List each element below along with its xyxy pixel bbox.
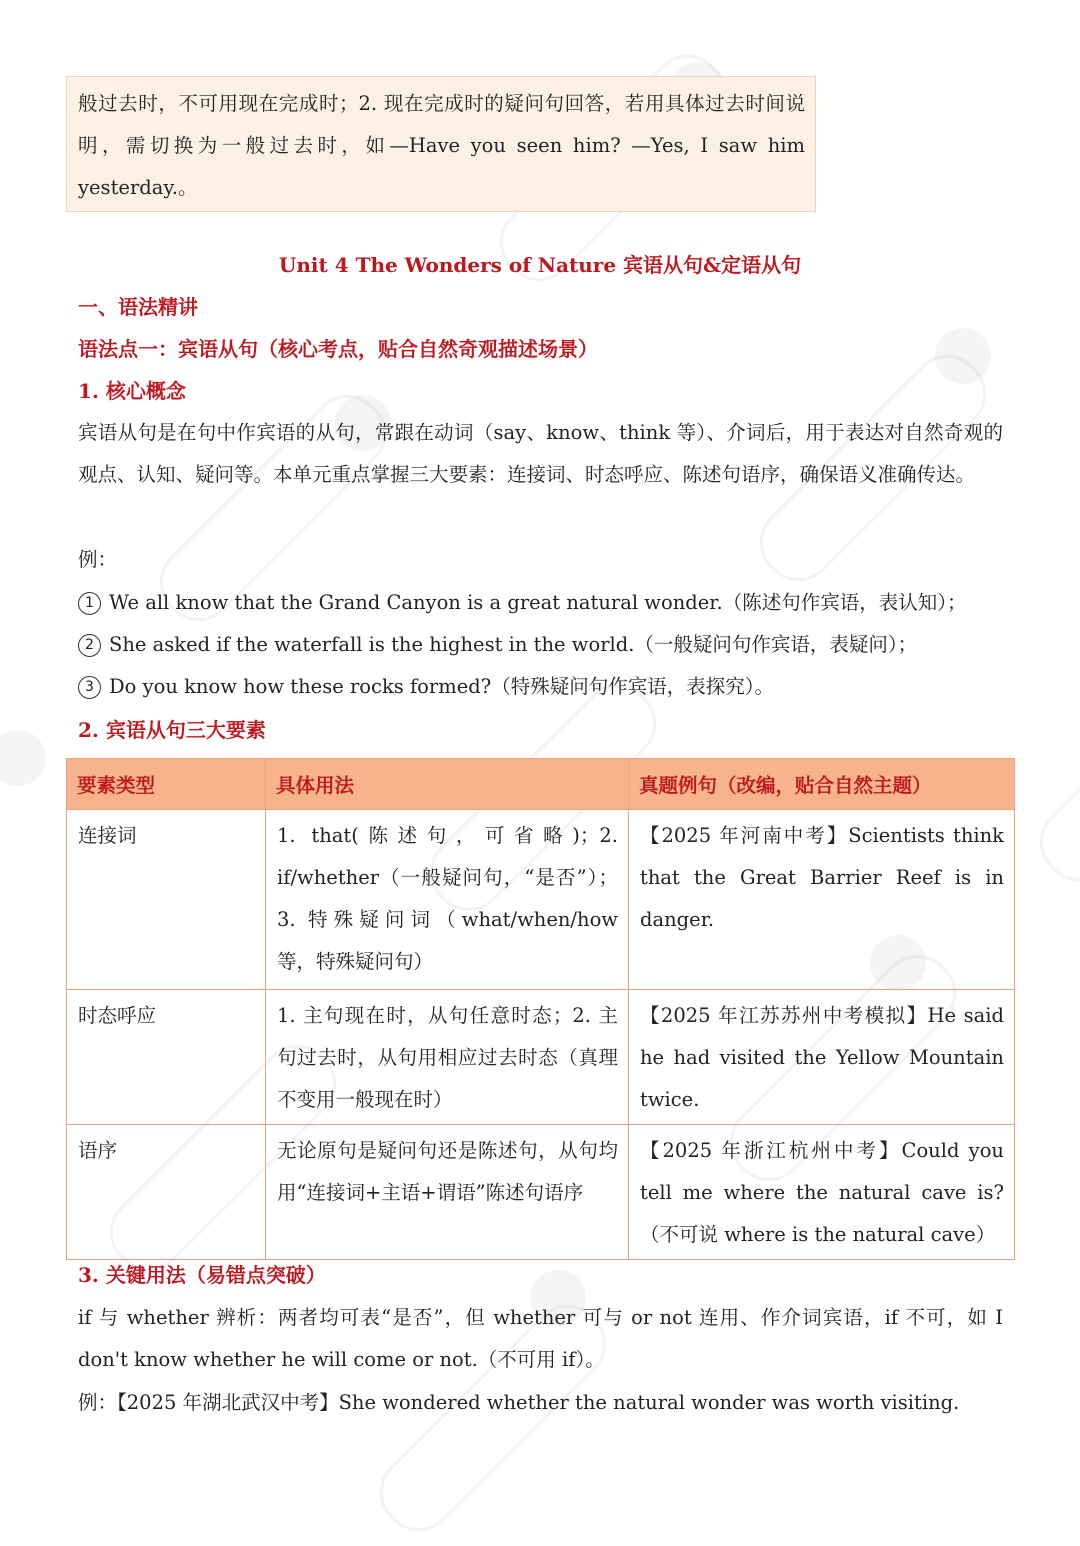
- table-header-cell: 真题例句（改编，贴合自然主题）: [629, 759, 1015, 810]
- concept-paragraph: 宾语从句是在句中作宾语的从句，常跟在动词（say、know、think 等）、介词后，用于表达对自然奇观的观点、认知、疑问等。本单元重点掌握三大要素：连接词、时态呼应、陈述句语序，确保语义准确传达。: [78, 421, 1003, 486]
- number-badge: 3: [78, 676, 101, 699]
- example-cell: 【2025 年浙江杭州中考】Could you tell me where the natural cave is?（不可说 where is the natural cave）: [629, 1125, 1015, 1260]
- element-type-cell: 时态呼应: [67, 990, 266, 1125]
- unit-title: Unit 4 The Wonders of Nature 宾语从句&定语从句: [278, 253, 802, 277]
- usage-cell: 1. that(陈述句，可省略)；2. if/whether（一般疑问句，“是否”）；3. 特殊疑问词（what/when/how 等，特殊疑问句）: [266, 810, 629, 990]
- usage-example: 例：【2025 年湖北武汉中考】She wondered whether the natural wonder was worth visiting.: [78, 1391, 960, 1414]
- table-header-row: [67, 759, 1015, 810]
- note-text: 般过去时，不可用现在完成时；2. 现在完成时的疑问句回答，若用具体过去时间说明，需切换为一般过去时，如—Have you seen him? —Yes, I saw him yesterday.。: [78, 92, 805, 199]
- table-header-cell: 具体用法: [266, 759, 629, 810]
- usage-cell: 无论原句是疑问句还是陈述句，从句均用“连接词+主语+谓语”陈述句语序: [266, 1125, 629, 1260]
- usage-cell: 1. 主句现在时，从句任意时态；2. 主句过去时，从句用相应过去时态（真理不变用一般现在时）: [266, 990, 629, 1125]
- example-label: 例：: [78, 548, 118, 571]
- note-box: [66, 76, 816, 212]
- grammar-point-heading: 语法点一：宾语从句（核心考点，贴合自然奇观描述场景）: [78, 337, 598, 361]
- watermark-icon: [935, 328, 991, 384]
- element-type-cell: 连接词: [67, 810, 266, 990]
- subsection-heading-usage: 3. 关键用法（易错点突破）: [78, 1263, 326, 1287]
- watermark: [1025, 640, 1080, 896]
- table-row: [67, 810, 1015, 990]
- example-text: She asked if the waterfall is the highest in the world.（一般疑问句作宾语，表疑问）；: [109, 633, 918, 656]
- example-text: We all know that the Grand Canyon is a great natural wonder.（陈述句作宾语，表认知）；: [109, 591, 967, 614]
- table-row: [67, 1125, 1015, 1260]
- watermark-icon: [0, 730, 46, 786]
- number-badge: 2: [78, 634, 101, 657]
- table-header-cell: 要素类型: [67, 759, 266, 810]
- example-text: Do you know how these rocks formed?（特殊疑问句作宾语，表探究）。: [109, 675, 774, 698]
- element-type-cell: 语序: [67, 1125, 266, 1260]
- usage-paragraph: if 与 whether 辨析：两者均可表“是否”，但 whether 可与 or not 连用、作介词宾语，if 不可，如 I don't know whether he will come or not.（不可用 if）。: [78, 1306, 1003, 1371]
- subsection-heading-elements: 2. 宾语从句三大要素: [78, 718, 266, 742]
- subsection-heading-concept: 1. 核心概念: [78, 379, 186, 403]
- number-badge: 1: [78, 592, 101, 615]
- example-cell: 【2025 年河南中考】Scientists think that the Great Barrier Reef is in danger.: [629, 810, 1015, 990]
- elements-table: [66, 758, 1015, 1260]
- example-item: [78, 672, 774, 702]
- example-item: [78, 630, 917, 660]
- table-row: [67, 990, 1015, 1125]
- example-item: [78, 588, 966, 618]
- example-cell: 【2025 年江苏苏州中考模拟】He said he had visited the Yellow Mountain twice.: [629, 990, 1015, 1125]
- section-heading: 一、语法精讲: [78, 295, 198, 319]
